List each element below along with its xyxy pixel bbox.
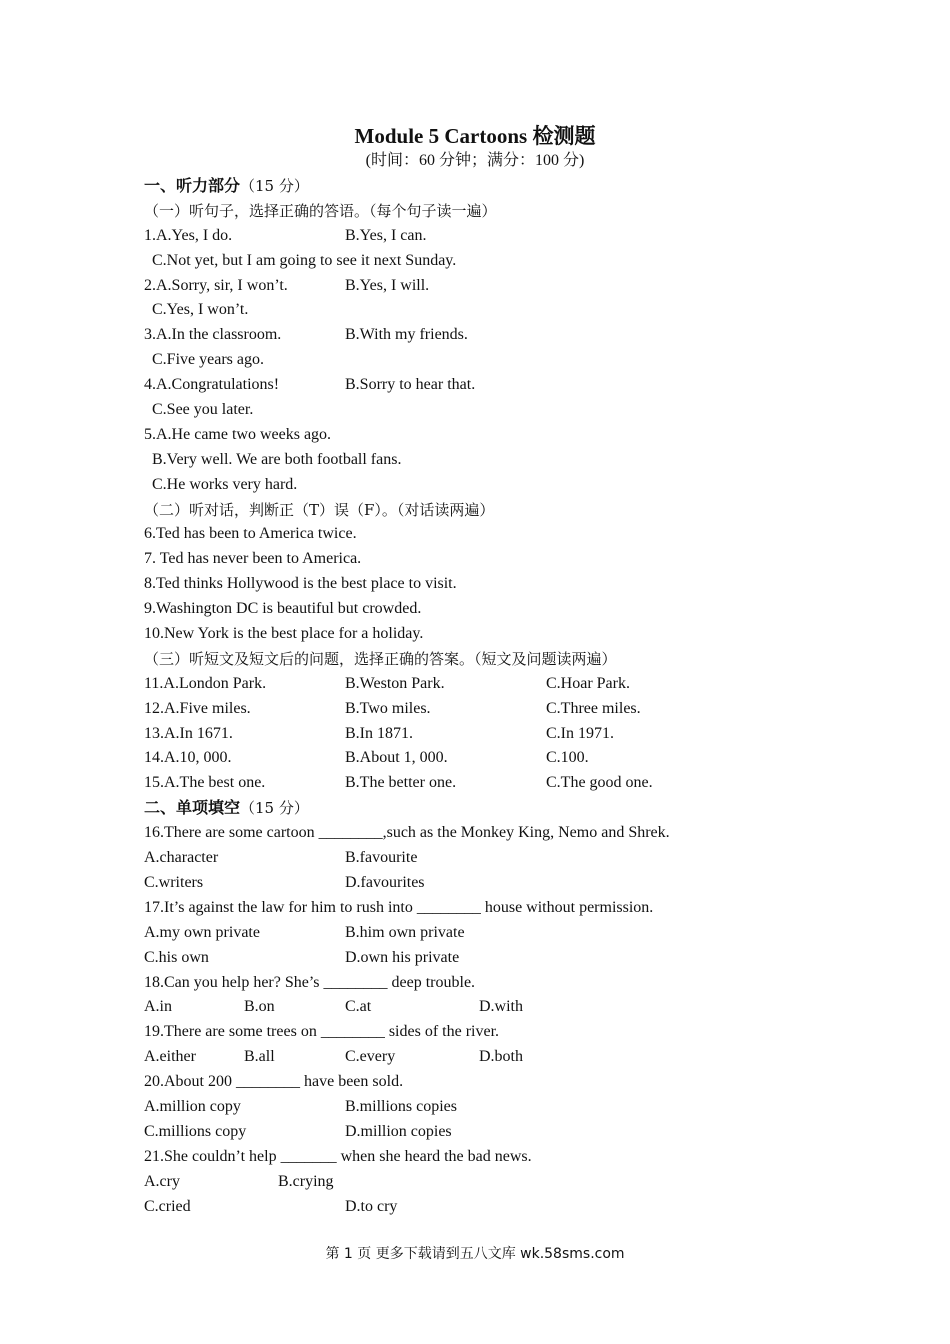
part-instruction: （一）听句子，选择正确的答语。（每个句子读一遍） [144, 201, 497, 220]
option-d: D.favourites [345, 873, 425, 891]
question-row [144, 1195, 784, 1220]
option-d: D.with [479, 998, 523, 1016]
option-a: A.my own private [144, 923, 260, 941]
option-b: B.Very well. We are both football fans. [152, 450, 402, 468]
option-c: C.Hoar Park. [546, 674, 630, 692]
question-row [144, 946, 784, 971]
option-c: C.See you later. [152, 401, 254, 419]
statement-item: 8.Ted thinks Hollywood is the best place to visit. [144, 575, 457, 593]
option-a: 4.A.Congratulations! [144, 376, 280, 394]
option-d: D.own his private [345, 948, 460, 966]
option-c: C.writers [144, 873, 204, 891]
option-b: B.all [244, 1048, 275, 1066]
option-b: B.crying [278, 1172, 334, 1190]
question-row [144, 722, 784, 747]
question-row [144, 1120, 784, 1145]
option-c: C.In 1971. [546, 724, 614, 742]
option-b: B.About 1, 000. [345, 749, 448, 767]
page-footer: 第 1 页 更多下载请到五八文库 wk.58sms.com [325, 1246, 625, 1262]
question-row [144, 1170, 784, 1195]
statement-item: 10.New York is the best place for a holiday. [144, 625, 424, 643]
option-b: B.Weston Park. [345, 674, 445, 692]
question-stem: 18.Can you help her? She’s ________ deep trouble. [144, 973, 476, 991]
option-a: A.cry [144, 1172, 180, 1190]
option-c: C.at [345, 998, 372, 1016]
option-d: D.both [479, 1048, 523, 1066]
section-title: 二、单项填空 [144, 798, 241, 818]
option-c: C.He works very hard. [152, 475, 298, 493]
option-a: 2.A.Sorry, sir, I won’t. [144, 276, 288, 294]
page-title: Module 5 Cartoons 检测题 [354, 124, 596, 148]
part-instruction: （三）听短文及短文后的问题，选择正确的答案。（短文及问题读两遍） [144, 649, 617, 668]
exam-content [144, 174, 784, 1219]
statement-item: 7. Ted has never been to America. [144, 550, 362, 568]
option-b: B.millions copies [345, 1097, 457, 1115]
option-b: B.The better one. [345, 774, 457, 792]
section-heading-listening [144, 174, 784, 199]
statement-item: 9.Washington DC is beautiful but crowded. [144, 600, 422, 618]
part-instruction: （二）听对话，判断正（T）误（F）。（对话读两遍） [144, 500, 495, 519]
option-a: 12.A.Five miles. [144, 699, 251, 717]
option-a: 15.A.The best one. [144, 774, 266, 792]
option-c: C.Five years ago. [152, 351, 264, 369]
question-row [144, 1095, 784, 1120]
question-row [144, 672, 784, 697]
option-a: 11.A.London Park. [144, 674, 267, 692]
option-a: A.million copy [144, 1097, 241, 1115]
option-c: C.his own [144, 948, 209, 966]
option-b: B.Yes, I can. [345, 226, 427, 244]
option-c: C.cried [144, 1197, 191, 1215]
option-c: C.Yes, I won’t. [152, 301, 249, 319]
option-b: B.With my friends. [345, 326, 468, 344]
section-points: （15 分） [240, 177, 309, 195]
option-a: A.in [144, 998, 172, 1016]
question-row [144, 323, 784, 348]
section-heading-multiple-choice [144, 796, 784, 821]
option-a: 14.A.10, 000. [144, 749, 232, 767]
option-a: 13.A.In 1671. [144, 724, 233, 742]
option-d: D.to cry [345, 1197, 398, 1215]
question-row [144, 846, 784, 871]
question-stem: 21.She couldn’t help _______ when she heard the bad news. [144, 1147, 532, 1165]
option-b: B.Two miles. [345, 699, 431, 717]
option-a: 5.A.He came two weeks ago. [144, 425, 332, 443]
question-row [144, 995, 784, 1020]
question-row [144, 274, 784, 299]
option-b: B.on [244, 998, 275, 1016]
option-b: B.In 1871. [345, 724, 413, 742]
question-row [144, 373, 784, 398]
option-d: D.million copies [345, 1122, 452, 1140]
option-a: 3.A.In the classroom. [144, 326, 282, 344]
option-c: C.Three miles. [546, 699, 641, 717]
option-b: B.favourite [345, 849, 418, 867]
question-row [144, 224, 784, 249]
question-row [144, 921, 784, 946]
option-c: C.100. [546, 749, 589, 767]
question-stem: 17.It’s against the law for him to rush into ________ house without permission. [144, 898, 654, 916]
question-row [144, 1045, 784, 1070]
question-row [144, 746, 784, 771]
option-b: B.him own private [345, 923, 465, 941]
question-stem: 20.About 200 ________ have been sold. [144, 1073, 404, 1091]
question-row [144, 771, 784, 796]
question-stem: 19.There are some trees on ________ sides of the river. [144, 1023, 500, 1041]
option-a: 1.A.Yes, I do. [144, 226, 233, 244]
option-b: B.Sorry to hear that. [345, 376, 476, 394]
option-a: A.character [144, 849, 219, 867]
page-subtitle: (时间：60 分钟；满分：100 分) [365, 152, 585, 169]
option-c: C.The good one. [546, 774, 653, 792]
option-a: A.either [144, 1048, 196, 1066]
option-c: C.millions copy [144, 1122, 247, 1140]
option-c: C.Not yet, but I am going to see it next Sunday. [152, 251, 457, 269]
option-b: B.Yes, I will. [345, 276, 430, 294]
question-row [144, 871, 784, 896]
question-stem: 16.There are some cartoon ________,such as the Monkey King, Nemo and Shrek. [144, 824, 670, 842]
section-points: （15 分） [240, 799, 309, 818]
option-c: C.every [345, 1048, 396, 1066]
question-row [144, 697, 784, 722]
section-title: 一、听力部分 [144, 176, 241, 195]
statement-item: 6.Ted has been to America twice. [144, 525, 357, 543]
